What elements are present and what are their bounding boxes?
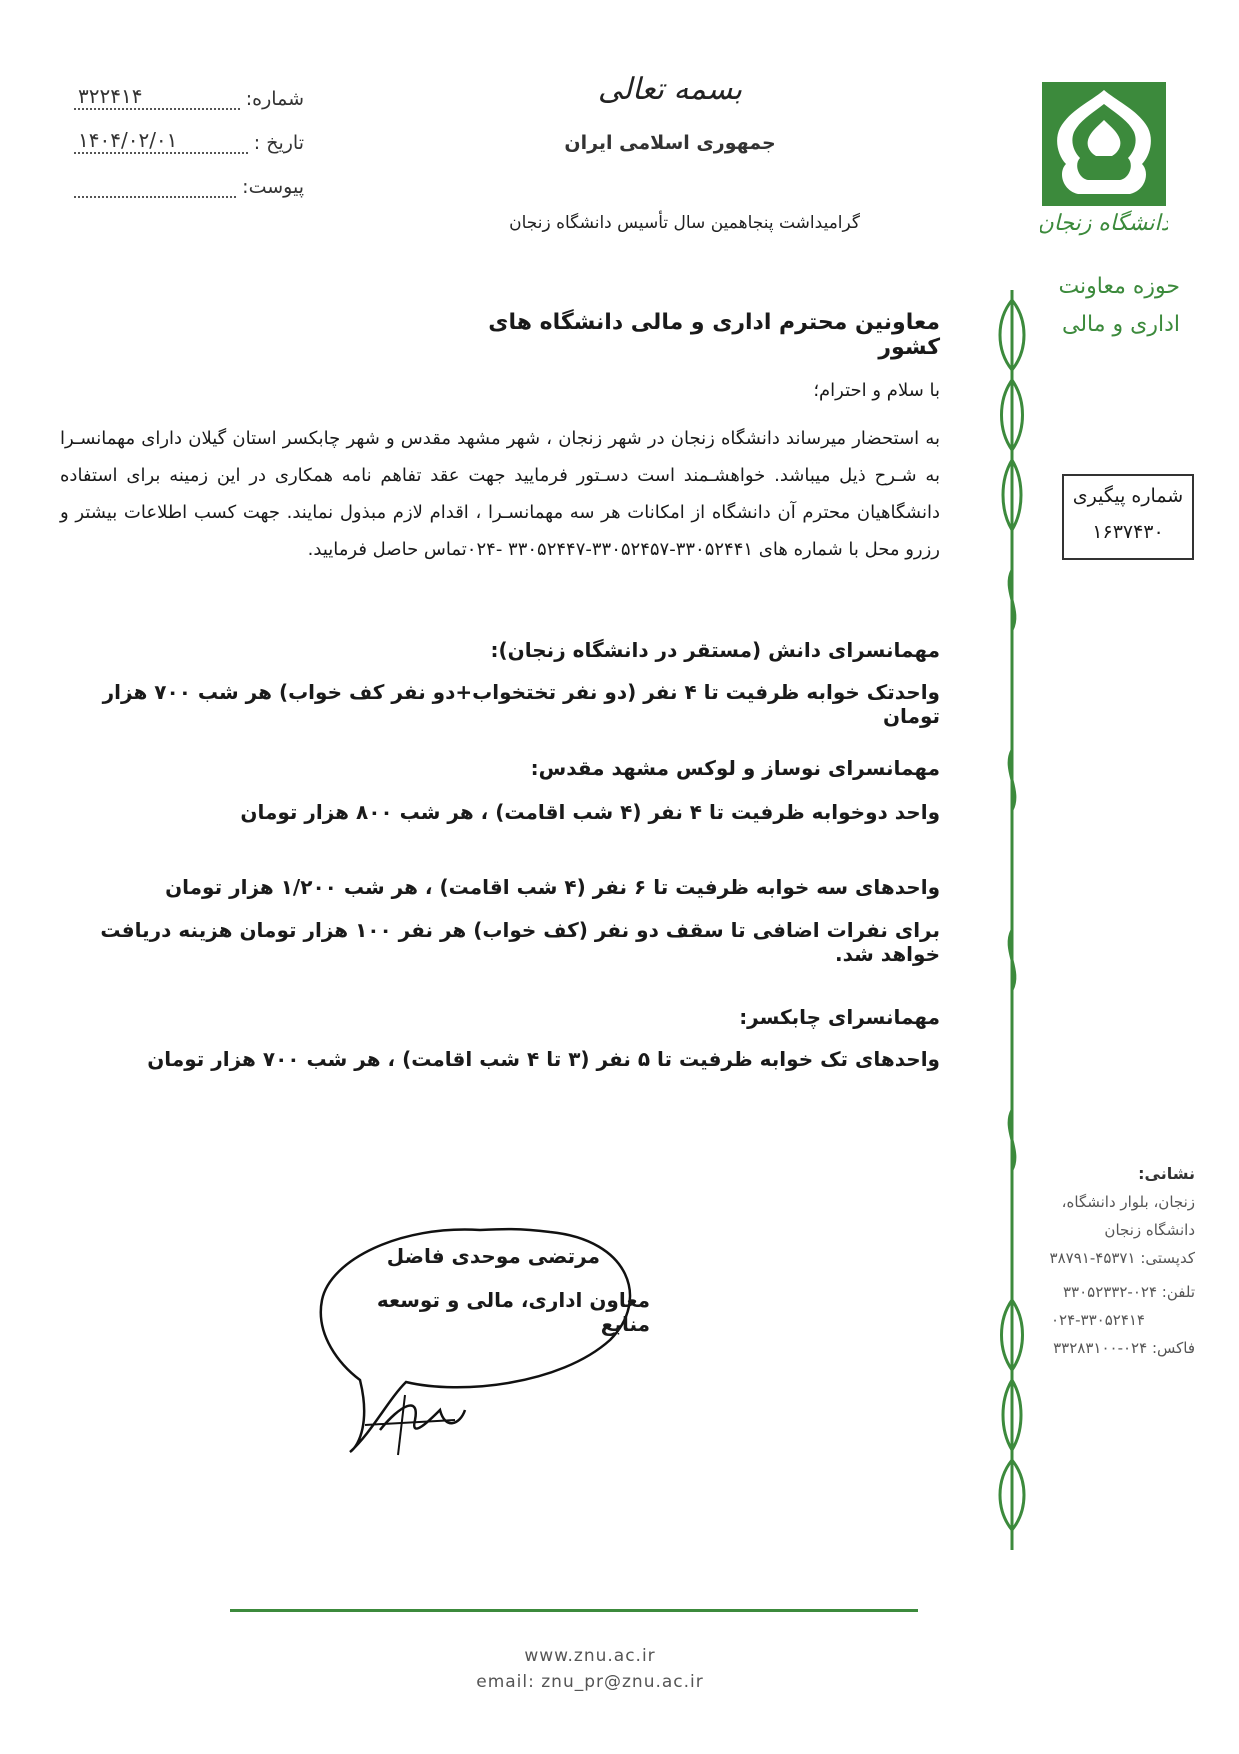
phone-row-1: [985, 1278, 1195, 1306]
fax-row: [985, 1334, 1195, 1362]
logo-text: دانشگاه زنجان: [1040, 211, 1168, 236]
postal-code-row: [985, 1244, 1195, 1272]
address-line-2: دانشگاه زنجان: [1104, 1221, 1195, 1239]
footer-email: email: znu_pr@znu.ac.ir: [476, 1672, 704, 1692]
guesthouse-2-title: مهمانسرای نوساز و لوکس مشهد مقدس:: [530, 756, 940, 780]
address-heading: نشانی:: [1138, 1164, 1195, 1183]
phone-1: ۰۲۴-۳۳۰۵۲۳۳۲: [1062, 1283, 1158, 1301]
phone-label: تلفن:: [1161, 1283, 1195, 1301]
address-line-1: زنجان، بلوار دانشگاه،: [1061, 1193, 1195, 1211]
signatory-title: معاون اداری، مالی و توسعه منابع: [376, 1288, 650, 1336]
phone-row-2: [985, 1306, 1195, 1334]
letter-attachment-row: [74, 172, 304, 198]
footer-website: www.znu.ac.ir: [524, 1646, 656, 1666]
fax-label: فاکس:: [1151, 1339, 1195, 1357]
letter-date-row: [74, 128, 304, 154]
republic-heading: جمهوری اسلامی ایران: [564, 132, 776, 154]
address-block: [985, 1160, 1195, 1362]
letter-number-row: [74, 84, 304, 110]
guesthouse-2-line-3: برای نفرات اضافی تا سقف دو نفر (کف خواب) هر نفر ۱۰۰ هزار تومان هزینه دریافت خواهد شد.: [100, 918, 940, 966]
department-line-1: حوزه معاونت: [1058, 274, 1180, 299]
letter-date-label: تاریخ :: [253, 132, 304, 154]
letter-attachment-value: [74, 172, 236, 198]
guesthouse-3-title: مهمانسرای چابکسر:: [739, 1005, 940, 1029]
university-logo-icon: [1040, 80, 1168, 248]
basmala-heading: بسمه تعالی: [597, 72, 743, 107]
phone-2: ۰۲۴-۳۳۰۵۲۴۱۴: [1050, 1311, 1145, 1329]
letter-attachment-label: پیوست:: [242, 176, 304, 198]
letter-date-value: ۱۴۰۴/۰۲/۰۱: [74, 128, 248, 154]
anniversary-line: گرامیداشت پنجاهمین سال تأسیس دانشگاه زنجان: [509, 213, 860, 233]
letter-number-label: شماره:: [245, 88, 304, 110]
greeting: با سلام و احترام؛: [813, 380, 940, 401]
department-line-2: اداری و مالی: [1061, 312, 1180, 337]
guesthouse-3-line: واحدهای تک خوابه ظرفیت تا ۵ نفر (۳ تا ۴ شب اقامت) ، هر شب ۷۰۰ هزار تومان: [147, 1047, 940, 1071]
fax-value: ۰۲۴-۳۳۲۸۳۱۰۰: [1053, 1339, 1148, 1357]
recipient-line: معاونین محترم اداری و مالی دانشگاه های کشور: [488, 310, 940, 360]
postal-code-label: کدپستی:: [1140, 1249, 1195, 1267]
postal-code-value: ۴۵۳۷۱-۳۸۷۹۱: [1049, 1249, 1136, 1267]
body-paragraph: به استحضار میرساند دانشگاه زنجان در شهر زنجان ، شهر مشهد مقدس و شهر چابکسر استان گیلان دارای مهمانسـرا به شـرح ذیل میباشد. خواهشـمند است دسـتور فرمایید جهت عقد تفاهم نامه همکاری در این زمینه برای استفاده دانشگاهیان محترم آن دانشگاه از امکانات هر سه مهمانسـرا ، اقدام لازم مبذول نمایند. جهت کسب اطلاعات بیشتر و رزرو محل با شماره های ۳۳۰۵۲۴۴۱-۳۳۰۵۲۴۵۷-۳۳۰۵۲۴۴۷ -۰۲۴تماس حاصل فرمایید.: [60, 428, 940, 560]
tracking-value: ۱۶۳۷۴۳۰: [1092, 521, 1164, 543]
signatory-name: مرتضی موحدی فاضل: [386, 1244, 600, 1268]
tracking-number-box: [1062, 474, 1194, 560]
guesthouse-1-title: مهمانسرای دانش (مستقر در دانشگاه زنجان):: [490, 638, 940, 662]
letter-number-value: ۳۲۲۴۱۴: [74, 84, 240, 110]
footer-divider: [230, 1609, 918, 1612]
tracking-label: شماره پیگیری: [1072, 485, 1184, 507]
guesthouse-1-line: واحدتک خوابه ظرفیت تا ۴ نفر (دو نفر تختخواب+دو نفر کف خواب) هر شب ۷۰۰ هزار تومان: [102, 680, 940, 728]
department-name: [1040, 268, 1180, 344]
university-logo: [1040, 80, 1168, 248]
guesthouse-2-line-2: واحدهای سه خوابه ظرفیت تا ۶ نفر (۴ شب اقامت) ، هر شب ۱/۲۰۰ هزار تومان: [165, 875, 940, 899]
guesthouse-2-line-1: واحد دوخوابه ظرفیت تا ۴ نفر (۴ شب اقامت) ، هر شب ۸۰۰ هزار تومان: [240, 800, 940, 824]
